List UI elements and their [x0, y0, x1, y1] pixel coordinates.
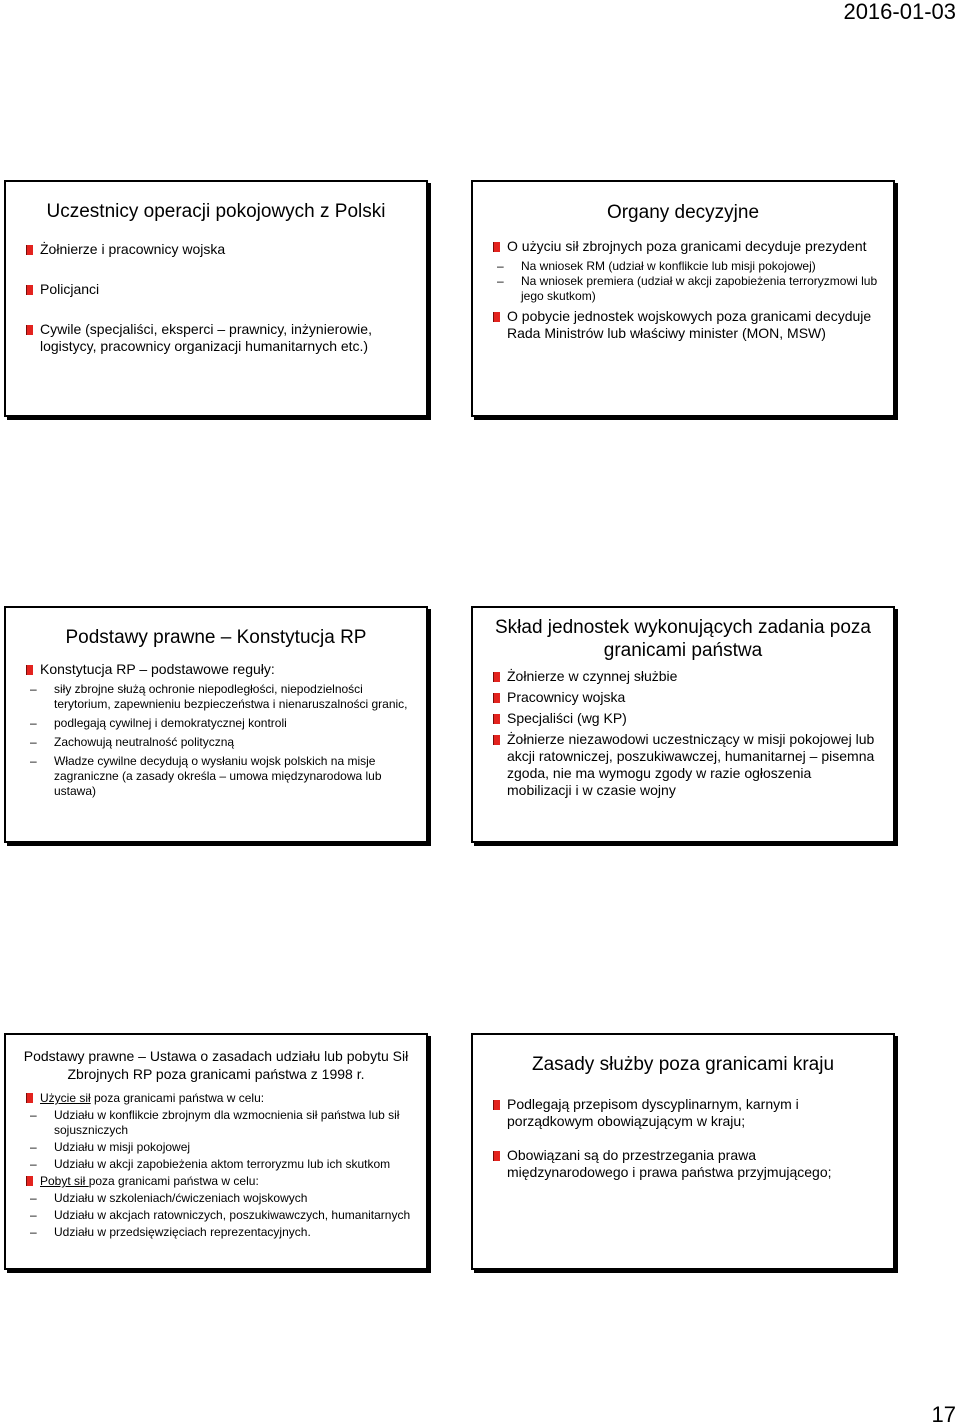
bullet-icon — [493, 242, 500, 252]
slide-title: Podstawy prawne – Ustawa o zasadach udziału lub pobytu Sił Zbrojnych RP poza granicami państwa z 1998 r. — [23, 1048, 409, 1082]
dash-icon: – — [30, 1140, 37, 1154]
sub-item: – Udziału w szkoleniach/ćwiczeniach wojskowych — [30, 1191, 308, 1205]
bullet-icon — [26, 325, 33, 335]
bullet-icon — [493, 312, 500, 322]
sub-item: – Udziału w przedsięwzięciach reprezentacyjnych. — [30, 1225, 311, 1239]
slide-content — [26, 1091, 412, 1240]
dash-icon: – — [30, 1225, 37, 1239]
slide-content — [493, 668, 879, 799]
bullet-item: Żołnierze w czynnej służbie — [493, 668, 879, 685]
bullet-item: Podlegają przepisom dyscyplinarnym, karnym i porządkowym obowiązującym w kraju; — [493, 1096, 879, 1130]
bullet-icon — [493, 1151, 500, 1161]
bullet-icon — [26, 245, 33, 255]
bullet-item: Obowiązani są do przestrzegania prawa międzynarodowego i prawa państwa przyjmującego; — [493, 1147, 879, 1181]
bullet-icon — [26, 665, 33, 675]
slide-participants — [4, 180, 428, 417]
slide-title: Zasady służby poza granicami kraju — [531, 1054, 835, 1075]
slide-service-rules — [471, 1033, 895, 1270]
slide-constitution — [4, 606, 428, 843]
slide-content — [493, 238, 879, 342]
bullet-item: Pobyt sił poza granicami państwa w celu: — [26, 1174, 412, 1189]
slide-title: Skład jednostek wykonujących zadania poza granicami państwa — [494, 617, 871, 661]
bullet-item: Użycie sił poza granicami państwa w celu: — [26, 1091, 412, 1106]
bullet-item: O użyciu sił zbrojnych poza granicami decyduje prezydent — [493, 238, 879, 255]
bullet-item: Pracownicy wojska — [493, 689, 879, 706]
bullet-item: O pobycie jednostek wojskowych poza granicami decyduje Rada Ministrów lub właściwy minister (MON, MSW) — [493, 308, 879, 342]
sub-item: – Władze cywilne decydują o wysłaniu wojsk polskich na misje zagraniczne (a zasady określa – umowa międzynarodowa lub ustawa) — [30, 754, 382, 798]
bullet-item: Żołnierze i pracownicy wojska — [26, 241, 412, 258]
slide-content — [26, 661, 412, 799]
slide-content — [493, 1096, 879, 1181]
dash-icon: – — [497, 274, 504, 288]
sub-item: – Udziału w akcjach ratowniczych, poszukiwawczych, humanitarnych — [30, 1208, 411, 1222]
bullet-icon — [493, 1100, 500, 1110]
page-date: 2016-01-03 — [843, 0, 956, 24]
dash-icon: – — [30, 1191, 37, 1205]
bullet-item: Żołnierze niezawodowi uczestniczący w misji pokojowej lub akcji ratowniczej, poszukiwawczej, humanitarnej – pisemna zgoda, nie ma wymogu zgody w razie ogłoszenia mobilizacji i w czasie wojny — [493, 731, 879, 799]
sub-item: – Udziału w misji pokojowej — [30, 1140, 191, 1154]
slide-title: Podstawy prawne – Konstytucja RP — [65, 627, 367, 648]
bullet-item: Konstytucja RP – podstawowe reguły: — [26, 661, 412, 678]
dash-icon: – — [30, 754, 37, 768]
bullet-icon — [493, 672, 500, 682]
dash-icon: – — [30, 716, 37, 730]
bullet-icon — [26, 1093, 33, 1103]
slide-act-1998 — [4, 1033, 428, 1270]
dash-icon: – — [30, 682, 37, 696]
bullet-icon — [26, 285, 33, 295]
sub-item: – Udziału w konflikcie zbrojnym dla wzmocnienia sił państwa lub sił sojuszniczych — [30, 1108, 400, 1137]
bullet-icon — [493, 714, 500, 724]
slide-decision-bodies — [471, 180, 895, 417]
bullet-icon — [26, 1176, 33, 1186]
sub-item: – Zachowują neutralność polityczną — [30, 735, 235, 749]
bullet-item: Cywile (specjaliści, eksperci – prawnicy, inżynierowie, logistycy, pracownicy organizacji humanitarnych etc.) — [26, 321, 412, 355]
bullet-item: Policjanci — [26, 281, 412, 298]
page-number: 17 — [931, 1402, 956, 1427]
bullet-icon — [493, 693, 500, 703]
sub-item: – siły zbrojne służą ochronie niepodległości, niepodzielności terytorium, zapewnieniu bezpieczeństwa i nienaruszalności granic, — [30, 682, 408, 711]
sub-item: – podlegają cywilnej i demokratycznej kontroli — [30, 716, 287, 730]
bullet-icon — [493, 735, 500, 745]
slide-title: Uczestnicy operacji pokojowych z Polski — [46, 201, 386, 222]
sub-item: – Na wniosek RM (udział w konflikcie lub misji pokojowej) — [497, 259, 816, 273]
dash-icon: – — [30, 1157, 37, 1171]
slide-unit-composition — [471, 606, 895, 843]
bullet-item: Specjaliści (wg KP) — [493, 710, 879, 727]
slide-content — [26, 241, 412, 355]
dash-icon: – — [30, 1208, 37, 1222]
dash-icon: – — [30, 735, 37, 749]
slide-title: Organy decyzyjne — [606, 202, 760, 223]
sub-item: – Na wniosek premiera (udział w akcji zapobieżenia terroryzmowi lub jego skutkom) — [497, 274, 878, 303]
dash-icon: – — [497, 259, 504, 273]
sub-item: – Udziału w akcji zapobieżenia aktom terroryzmu lub ich skutkom — [30, 1157, 391, 1171]
dash-icon: – — [30, 1108, 37, 1122]
